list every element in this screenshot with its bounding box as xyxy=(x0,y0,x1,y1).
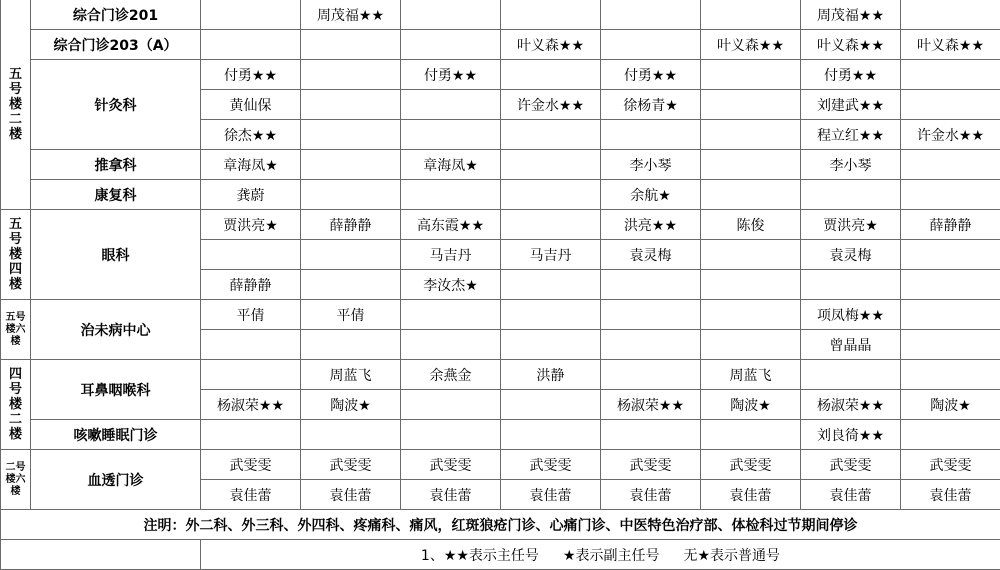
doctor-cell: 贾洪亮★ xyxy=(201,210,301,240)
doctor-cell xyxy=(701,120,801,150)
doctor-cell xyxy=(501,420,601,450)
doctor-cell: 项凤梅★★ xyxy=(801,300,901,330)
floor-label xyxy=(1,450,31,510)
doctor-cell: 程立红★★ xyxy=(801,120,901,150)
legend-row xyxy=(1,540,1000,570)
floor-label-char: 楼六 xyxy=(1,474,30,486)
doctor-cell xyxy=(901,420,1000,450)
table-row xyxy=(1,450,1000,480)
doctor-cell xyxy=(501,180,601,210)
doctor-cell: 黄仙保 xyxy=(201,90,301,120)
doctor-cell xyxy=(301,120,401,150)
legend-item1: 1、★★表示主任号 xyxy=(421,548,539,564)
doctor-cell: 陶波★ xyxy=(701,390,801,420)
doctor-cell: 刘建武★★ xyxy=(801,90,901,120)
doctor-cell: 余航★ xyxy=(601,180,701,210)
doctor-cell xyxy=(501,390,601,420)
table-row xyxy=(1,150,1000,180)
doctor-cell: 周蓝飞 xyxy=(301,360,401,390)
doctor-cell: 袁佳蕾 xyxy=(301,480,401,510)
doctor-cell: 武雯雯 xyxy=(801,450,901,480)
doctor-cell: 高东霞★★ xyxy=(401,210,501,240)
doctor-cell xyxy=(801,180,901,210)
doctor-cell xyxy=(201,240,301,270)
floor-label xyxy=(1,210,31,300)
floor-label xyxy=(1,300,31,360)
doctor-cell xyxy=(401,0,501,30)
doctor-cell xyxy=(901,300,1000,330)
doctor-cell xyxy=(201,360,301,390)
floor-label-char: 楼 xyxy=(1,427,30,442)
floor-label-char: 号 xyxy=(1,82,30,97)
doctor-cell: 许金水★★ xyxy=(501,90,601,120)
legend-spacer xyxy=(1,540,201,570)
doctor-cell xyxy=(901,360,1000,390)
doctor-cell: 杨淑荣★★ xyxy=(201,390,301,420)
doctor-cell xyxy=(301,420,401,450)
doctor-cell xyxy=(301,270,401,300)
table-row xyxy=(1,210,1000,240)
doctor-cell: 袁灵梅 xyxy=(601,240,701,270)
doctor-cell: 周茂福★★ xyxy=(801,0,901,30)
doctor-cell xyxy=(601,330,701,360)
department-name: 耳鼻咽喉科 xyxy=(31,360,201,420)
floor-label-char: 楼 xyxy=(1,127,30,142)
doctor-cell: 袁佳蕾 xyxy=(801,480,901,510)
floor-label-char: 四 xyxy=(1,367,30,382)
doctor-cell: 薛静静 xyxy=(301,210,401,240)
doctor-cell xyxy=(701,420,801,450)
floor-label-char: 二 xyxy=(1,112,30,127)
department-name: 治未病中心 xyxy=(31,300,201,360)
table-row xyxy=(1,180,1000,210)
doctor-cell xyxy=(601,300,701,330)
department-name: 综合门诊201 xyxy=(31,0,201,30)
doctor-cell xyxy=(601,120,701,150)
doctor-cell: 李汝杰★ xyxy=(401,270,501,300)
doctor-cell: 徐杰★★ xyxy=(201,120,301,150)
doctor-cell: 叶义森★★ xyxy=(701,30,801,60)
doctor-cell xyxy=(301,330,401,360)
doctor-cell xyxy=(901,90,1000,120)
floor-label-char: 五 xyxy=(1,217,30,232)
doctor-cell: 武雯雯 xyxy=(601,450,701,480)
floor-label-char: 楼 xyxy=(1,97,30,112)
doctor-cell: 杨淑荣★★ xyxy=(601,390,701,420)
floor-label-char: 楼 xyxy=(1,277,30,292)
doctor-cell: 平倩 xyxy=(301,300,401,330)
doctor-cell xyxy=(901,330,1000,360)
floor-label-char: 二号 xyxy=(1,462,30,474)
doctor-cell xyxy=(601,270,701,300)
department-name: 眼科 xyxy=(31,210,201,300)
floor-label-char: 二 xyxy=(1,412,30,427)
doctor-cell xyxy=(501,270,601,300)
doctor-cell: 刘良徛★★ xyxy=(801,420,901,450)
doctor-cell: 陈俊 xyxy=(701,210,801,240)
table-row xyxy=(1,60,1000,90)
doctor-cell xyxy=(501,330,601,360)
doctor-cell xyxy=(401,90,501,120)
doctor-cell xyxy=(701,240,801,270)
doctor-cell: 洪亮★★ xyxy=(601,210,701,240)
department-name: 推拿科 xyxy=(31,150,201,180)
table-row xyxy=(1,420,1000,450)
floor-label-char: 号 xyxy=(1,232,30,247)
department-name: 血透门诊 xyxy=(31,450,201,510)
doctor-cell xyxy=(701,330,801,360)
doctor-cell xyxy=(201,330,301,360)
doctor-cell: 薛静静 xyxy=(201,270,301,300)
doctor-cell xyxy=(201,420,301,450)
doctor-cell: 周蓝飞 xyxy=(701,360,801,390)
doctor-cell: 叶义森★★ xyxy=(801,30,901,60)
doctor-cell: 章海凤★ xyxy=(401,150,501,180)
floor-label-char: 五 xyxy=(1,67,30,82)
doctor-cell: 周茂福★★ xyxy=(301,0,401,30)
doctor-cell xyxy=(301,60,401,90)
doctor-cell xyxy=(701,150,801,180)
doctor-cell: 付勇★★ xyxy=(401,60,501,90)
doctor-cell xyxy=(501,0,601,30)
doctor-cell: 平倩 xyxy=(201,300,301,330)
doctor-cell: 付勇★★ xyxy=(801,60,901,90)
doctor-cell xyxy=(501,120,601,150)
table-row xyxy=(1,0,1000,30)
doctor-cell: 章海凤★ xyxy=(201,150,301,180)
doctor-cell: 武雯雯 xyxy=(201,450,301,480)
doctor-cell xyxy=(601,0,701,30)
doctor-cell: 徐杨青★ xyxy=(601,90,701,120)
doctor-cell: 武雯雯 xyxy=(301,450,401,480)
floor-label-char: 楼 xyxy=(1,336,30,348)
doctor-cell xyxy=(201,0,301,30)
doctor-cell xyxy=(401,420,501,450)
doctor-cell: 许金水★★ xyxy=(901,120,1000,150)
doctor-cell xyxy=(701,90,801,120)
doctor-cell xyxy=(701,60,801,90)
doctor-cell: 李小琴 xyxy=(601,150,701,180)
doctor-cell xyxy=(301,240,401,270)
doctor-cell xyxy=(901,60,1000,90)
doctor-cell: 袁佳蕾 xyxy=(401,480,501,510)
doctor-cell: 洪静 xyxy=(501,360,601,390)
doctor-cell xyxy=(301,180,401,210)
legend-item3: 无★表示普通号 xyxy=(684,548,781,564)
floor-label xyxy=(1,360,31,450)
doctor-cell: 余燕金 xyxy=(401,360,501,390)
floor-label-char: 楼 xyxy=(1,247,30,262)
doctor-cell xyxy=(701,180,801,210)
doctor-cell xyxy=(801,360,901,390)
department-name: 康复科 xyxy=(31,180,201,210)
doctor-cell xyxy=(601,30,701,60)
table-row xyxy=(1,300,1000,330)
doctor-cell: 袁佳蕾 xyxy=(601,480,701,510)
doctor-cell: 陶波★ xyxy=(901,390,1000,420)
doctor-cell xyxy=(501,300,601,330)
floor-label-char: 楼 xyxy=(1,397,30,412)
doctor-cell: 马吉丹 xyxy=(401,240,501,270)
doctor-cell: 贾洪亮★ xyxy=(801,210,901,240)
table-row xyxy=(1,30,1000,60)
doctor-cell xyxy=(701,270,801,300)
doctor-cell: 袁佳蕾 xyxy=(901,480,1000,510)
floor-label-char: 楼 xyxy=(1,486,30,498)
doctor-cell: 武雯雯 xyxy=(501,450,601,480)
closure-note: 注明：外二科、外三科、外四科、疼痛科、痛风，红斑狼疮门诊、心痛门诊、中医特色治疗部、体检科过节期间停诊 xyxy=(1,510,1000,540)
department-name: 针灸科 xyxy=(31,60,201,150)
doctor-cell xyxy=(501,60,601,90)
doctor-cell: 袁佳蕾 xyxy=(701,480,801,510)
floor-label-char: 五号 xyxy=(1,312,30,324)
doctor-cell: 付勇★★ xyxy=(601,60,701,90)
doctor-cell xyxy=(201,30,301,60)
note-row xyxy=(1,510,1000,540)
doctor-cell: 马吉丹 xyxy=(501,240,601,270)
floor-label-char: 楼六 xyxy=(1,324,30,336)
department-name: 综合门诊203（A） xyxy=(31,30,201,60)
department-name: 咳嗽睡眠门诊 xyxy=(31,420,201,450)
doctor-cell xyxy=(601,420,701,450)
doctor-cell: 叶义森★★ xyxy=(501,30,601,60)
doctor-cell xyxy=(401,330,501,360)
doctor-cell xyxy=(401,30,501,60)
doctor-cell: 武雯雯 xyxy=(901,450,1000,480)
doctor-cell xyxy=(401,300,501,330)
doctor-cell: 武雯雯 xyxy=(701,450,801,480)
doctor-cell xyxy=(701,0,801,30)
doctor-cell: 袁灵梅 xyxy=(801,240,901,270)
doctor-cell xyxy=(801,270,901,300)
floor-label xyxy=(1,0,31,210)
doctor-cell: 李小琴 xyxy=(801,150,901,180)
table-row xyxy=(1,360,1000,390)
doctor-cell xyxy=(901,270,1000,300)
doctor-cell xyxy=(301,30,401,60)
doctor-cell: 武雯雯 xyxy=(401,450,501,480)
doctor-cell: 薛静静 xyxy=(901,210,1000,240)
doctor-cell: 龚蔚 xyxy=(201,180,301,210)
doctor-cell xyxy=(401,390,501,420)
doctor-cell xyxy=(901,0,1000,30)
star-legend xyxy=(201,540,1000,570)
floor-label-char: 四 xyxy=(1,262,30,277)
doctor-cell: 袁佳蕾 xyxy=(201,480,301,510)
doctor-cell xyxy=(901,240,1000,270)
doctor-cell xyxy=(901,150,1000,180)
doctor-cell xyxy=(501,210,601,240)
floor-label-char: 号 xyxy=(1,382,30,397)
doctor-cell xyxy=(701,300,801,330)
doctor-cell: 曾晶晶 xyxy=(801,330,901,360)
doctor-cell: 杨淑荣★★ xyxy=(801,390,901,420)
doctor-cell xyxy=(901,180,1000,210)
doctor-cell xyxy=(501,150,601,180)
legend-item2: ★表示副主任号 xyxy=(563,548,660,564)
doctor-cell: 袁佳蕾 xyxy=(501,480,601,510)
doctor-cell: 陶波★ xyxy=(301,390,401,420)
doctor-cell xyxy=(401,180,501,210)
doctor-cell xyxy=(601,360,701,390)
doctor-cell xyxy=(301,90,401,120)
doctor-cell: 付勇★★ xyxy=(201,60,301,90)
doctor-cell xyxy=(301,150,401,180)
doctor-cell: 叶义森★★ xyxy=(901,30,1000,60)
doctor-cell xyxy=(401,120,501,150)
